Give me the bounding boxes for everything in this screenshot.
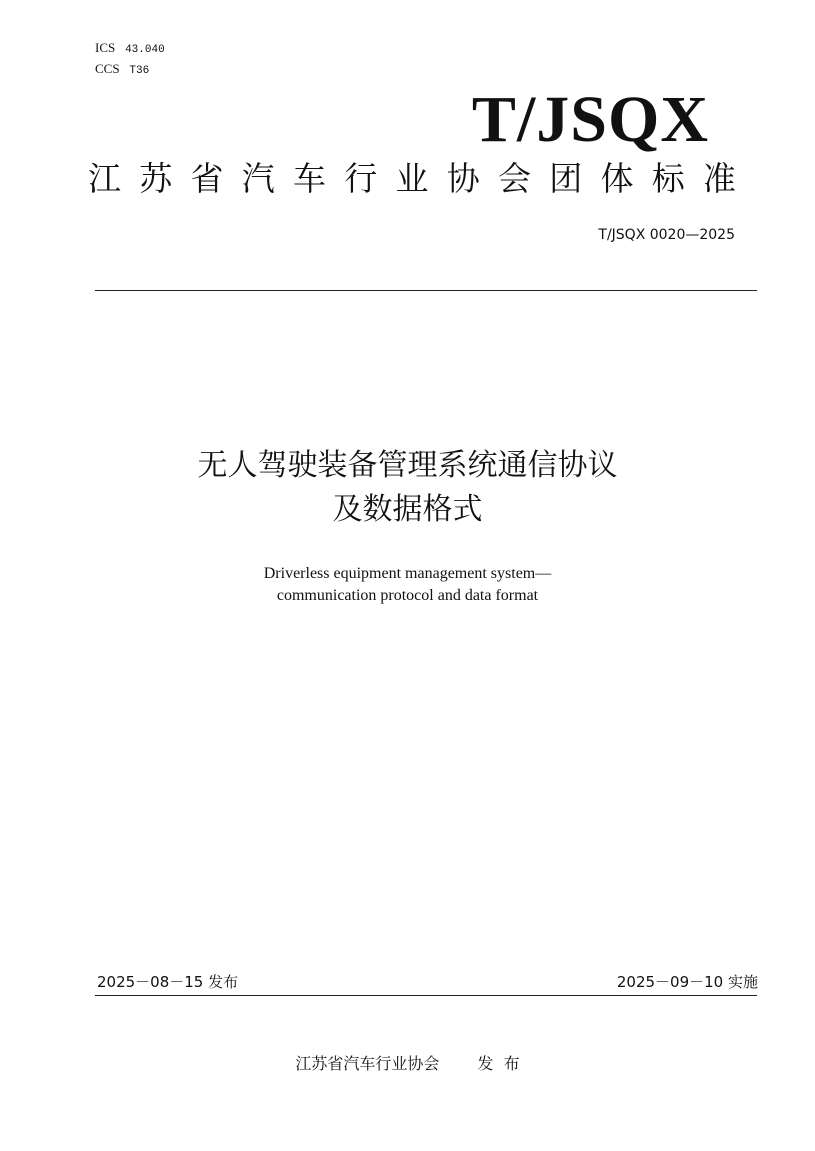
- standard-number: T/JSQX 0020—2025: [598, 227, 735, 243]
- standard-org-banner: 江苏省汽车行业协会团体标准: [88, 159, 752, 198]
- english-title: [0, 563, 815, 607]
- ccs-classification: [95, 61, 149, 79]
- ics-classification: [95, 40, 165, 58]
- chinese-title: [0, 444, 815, 532]
- issue-date: 2025－08－15 发布: [97, 973, 239, 991]
- ics-label: ICS: [95, 40, 116, 55]
- publisher-action: 发 布: [477, 1054, 520, 1073]
- top-divider: [95, 290, 757, 291]
- ics-value: 43.040: [125, 44, 165, 56]
- ccs-value: T36: [129, 65, 150, 77]
- chinese-title-line-1: 无人驾驶装备管理系统通信协议: [197, 448, 618, 483]
- standard-logo: T/JSQX: [471, 83, 709, 156]
- english-title-line-2: communication protocol and data format: [276, 587, 539, 604]
- english-title-line-1: Driverless equipment management system—: [263, 565, 552, 582]
- implementation-date: 2025－09－10 实施: [616, 973, 758, 991]
- publisher-line: [0, 1053, 815, 1075]
- ccs-label: CCS: [95, 61, 120, 76]
- chinese-title-line-2: 及数据格式: [332, 492, 483, 527]
- bottom-divider: [95, 995, 757, 996]
- publisher-org: 江苏省汽车行业协会: [295, 1054, 440, 1073]
